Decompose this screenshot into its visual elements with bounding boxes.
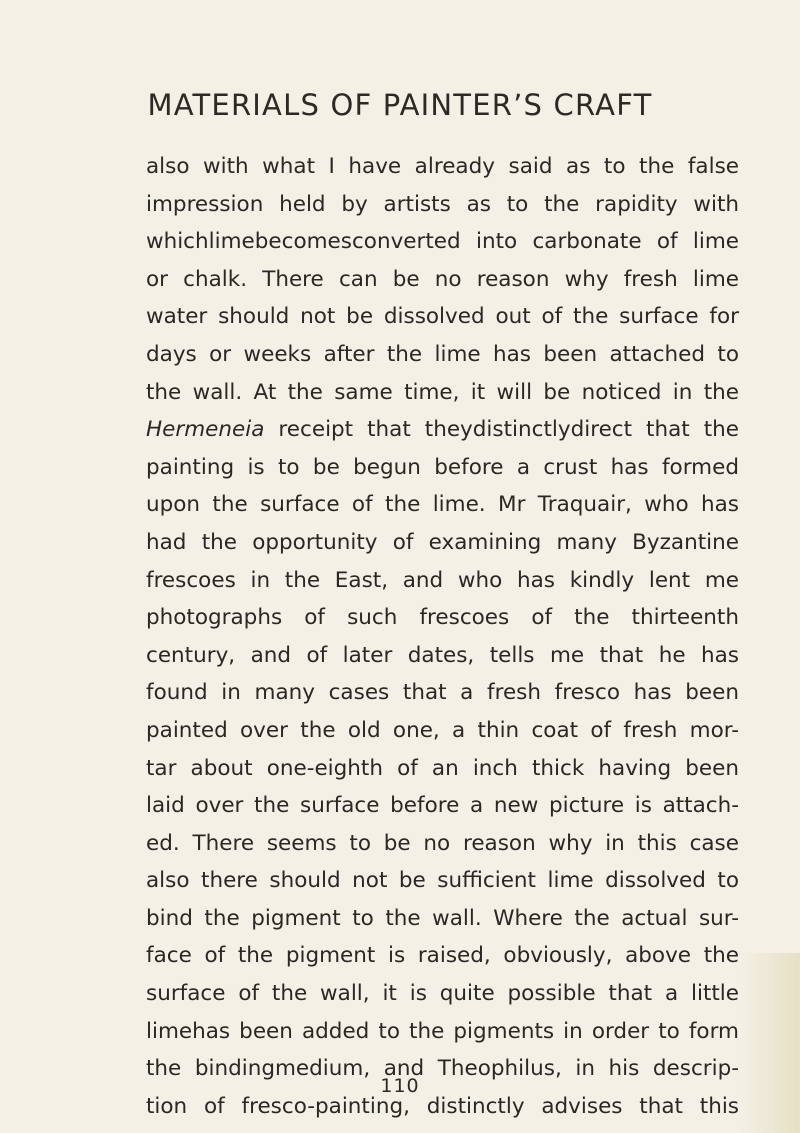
text-line: the bindingmedium, and Theophilus, in his descrip-	[146, 1056, 739, 1082]
text-line: tar about one-eighth of an inch thick having been	[146, 755, 739, 781]
text-line: painted over the old one, a thin coat of fresh mor-	[146, 717, 739, 743]
text-line-rest: receipt that theydistinctlydirect that the	[278, 417, 739, 443]
text-line: also there should not be sufficient lime dissolved to	[146, 868, 739, 894]
text-line: limehas been added to the pigments in order to form	[146, 1018, 739, 1044]
text-line: water should not be dissolved out of the surface for	[146, 304, 739, 330]
text-line: found in many cases that a fresh fresco has been	[146, 680, 739, 706]
text-line: surface of the wall, it is quite possible that a little	[146, 981, 739, 1007]
text-line: or chalk. There can be no reason why fresh lime	[146, 266, 739, 292]
text-line: also with what I have already said as to the false	[146, 154, 739, 179]
text-line: laid over the surface before a new picture is attach-	[146, 793, 739, 819]
text-line: days or weeks after the lime has been attached to	[146, 341, 739, 367]
text-line: impression held by artists as to the rapidity with	[146, 191, 739, 217]
italic-term: Hermeneia	[146, 417, 265, 443]
text-line-with-italic	[146, 411, 739, 449]
text-line: photographs of such frescoes of the thirteenth	[146, 605, 739, 631]
text-line: bind the pigment to the wall. Where the actual sur-	[146, 905, 739, 931]
running-head: MATERIALS OF PAINTER’S CRAFT	[147, 88, 653, 122]
text-line: upon the surface of the lime. Mr Traquair, who has	[146, 492, 739, 518]
text-line: face of the pigment is raised, obviously, above the	[146, 943, 739, 969]
text-line: had the opportunity of examining many Byzantine	[146, 529, 739, 555]
page-number: 110	[380, 1075, 420, 1097]
text-line: frescoes in the East, and who has kindly lent me	[146, 567, 739, 593]
text-line: painting is to be begun before a crust has formed	[146, 454, 739, 480]
text-line: whichlimebecomesconverted into carbonate of lime	[146, 229, 739, 255]
page-stain	[740, 953, 800, 1133]
text-line: century, and of later dates, tells me that he has	[146, 642, 739, 668]
text-line: ed. There seems to be no reason why in this case	[146, 830, 739, 856]
text-line: the wall. At the same time, it will be noticed in the	[146, 379, 739, 405]
body-text	[146, 148, 739, 1125]
text-line: tion of fresco-painting, distinctly advises that this	[146, 1093, 739, 1119]
